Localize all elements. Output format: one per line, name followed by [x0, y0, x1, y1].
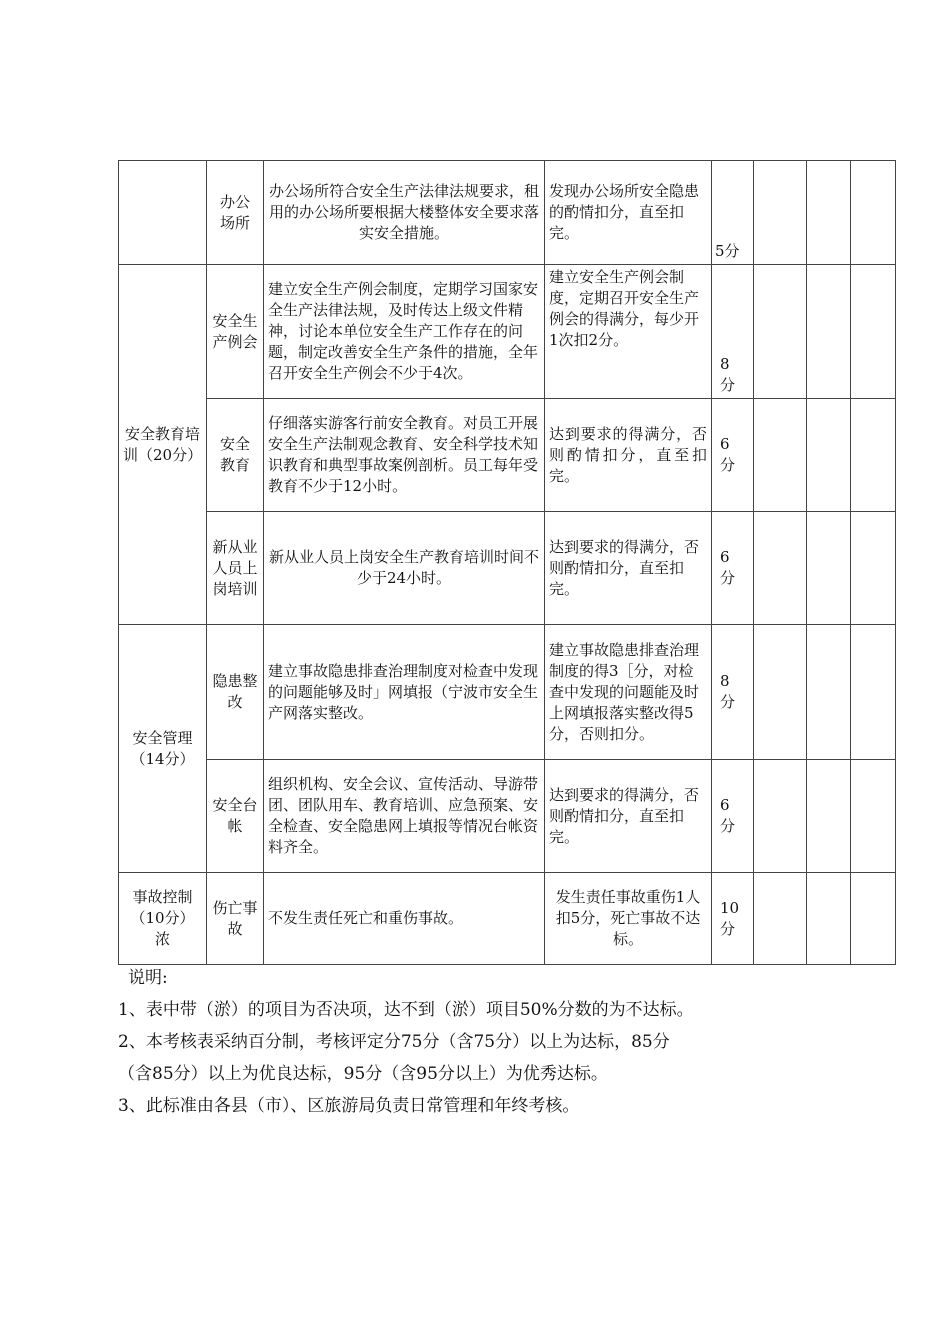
empty-cell — [851, 512, 896, 625]
table-row — [119, 512, 896, 625]
empty-cell — [851, 399, 896, 512]
empty-cell — [851, 760, 896, 873]
notes-title: 说明: — [128, 968, 168, 988]
empty-cell — [754, 760, 807, 873]
empty-cell — [754, 512, 807, 625]
requirement-cell: 不发生责任死亡和重伤事故。 — [264, 873, 545, 965]
item-cell: 安全 教育 — [207, 399, 264, 512]
table-row — [119, 873, 896, 965]
note-item: 3、此标准由各县（市）、区旅游局负责日常管理和年终考核。 — [118, 1096, 580, 1116]
empty-cell — [807, 873, 851, 965]
table-row — [119, 265, 896, 399]
assessment-table — [118, 160, 896, 965]
score-cell: 6 分 — [712, 760, 754, 873]
score-cell: 10 分 — [712, 873, 754, 965]
method-cell: 建立安全生产例会制度，定期召开安全生产例会的得满分，每少开1次扣2分。 — [545, 265, 712, 399]
empty-cell — [807, 760, 851, 873]
requirement-cell: 组织机构、安全会议、宣传活动、导游带团、团队用车、教育培训、应急预案、安全检查、安全隐患网上填报等情况台帐资料齐全。 — [264, 760, 545, 873]
empty-cell — [754, 265, 807, 399]
method-cell: 达到要求的得满分，否则酌情扣分，直至扣完。 — [545, 512, 712, 625]
method-cell: 达到要求的得满分，否则酌情扣分，直至扣完。 — [545, 399, 712, 512]
category-cell: 安全管理（14分） — [119, 625, 207, 873]
score-cell: 8 分 — [712, 625, 754, 760]
item-cell: 安全台帐 — [207, 760, 264, 873]
table-row — [119, 399, 896, 512]
note-item: 2、本考核表采纳百分制，考核评定分75分（含75分）以上为达标，85分 — [118, 1032, 670, 1052]
note-item: （含85分）以上为优良达标，95分（含95分以上）为优秀达标。 — [118, 1064, 608, 1084]
score-cell: 6 分 — [712, 399, 754, 512]
empty-cell — [754, 399, 807, 512]
category-cell — [119, 161, 207, 265]
score-cell: 5分 — [712, 161, 754, 265]
table-row — [119, 161, 896, 265]
method-cell: 发现办公场所安全隐患的酌情扣分，直至扣完。 — [545, 161, 712, 265]
empty-cell — [851, 265, 896, 399]
requirement-cell: 仔细落实游客行前安全教育。对员工开展安全生产法制观念教育、安全科学技术知识教育和典型事故案例剖析。员工每年受教育不少于12小时。 — [264, 399, 545, 512]
requirement-cell: 建立安全生产例会制度，定期学习国家安全生产法律法规，及时传达上级文件精神，讨论本单位安全生产工作存在的问题，制定改善安全生产条件的措施，全年召开安全生产例会不少于4次。 — [264, 265, 545, 399]
item-cell: 安全生产例会 — [207, 265, 264, 399]
requirement-cell: 建立事故隐患排查治理制度对检查中发现的问题能够及时」网填报（宁波市安全生产网落实整改。 — [264, 625, 545, 760]
empty-cell — [754, 625, 807, 760]
empty-cell — [807, 512, 851, 625]
note-item: 1、表中带（淤）的项目为否决项，达不到（淤）项目50%分数的为不达标。 — [118, 1000, 694, 1020]
method-cell: 发生责任事故重伤1人扣5分，死亡事故不达标。 — [545, 873, 712, 965]
requirement-cell: 新从业人员上岗安全生产教育培训时间不少于24小时。 — [264, 512, 545, 625]
empty-cell — [851, 625, 896, 760]
empty-cell — [807, 265, 851, 399]
score-cell: 6 分 — [712, 512, 754, 625]
empty-cell — [807, 625, 851, 760]
empty-cell — [754, 161, 807, 265]
empty-cell — [807, 399, 851, 512]
item-cell: 隐患整改 — [207, 625, 264, 760]
notes-section — [118, 962, 858, 1122]
category-cell: 事故控制（10分）浓 — [119, 873, 207, 965]
table-row — [119, 760, 896, 873]
method-cell: 建立事故隐患排查治理制度的得3［分，对检查中发现的问题能及时上网填报落实整改得5分，否则扣分。 — [545, 625, 712, 760]
item-cell: 伤亡事故 — [207, 873, 264, 965]
item-cell: 办公 场所 — [207, 161, 264, 265]
score-cell: 8 分 — [712, 265, 754, 399]
requirement-cell: 办公场所符合安全生产法律法规要求，租用的办公场所要根据大楼整体安全要求落实安全措施。 — [264, 161, 545, 265]
empty-cell — [807, 161, 851, 265]
table-row — [119, 625, 896, 760]
empty-cell — [851, 161, 896, 265]
category-cell: 安全教育培训（20分） — [119, 265, 207, 625]
empty-cell — [851, 873, 896, 965]
method-cell: 达到要求的得满分，否则酌情扣分，直至扣完。 — [545, 760, 712, 873]
empty-cell — [754, 873, 807, 965]
item-cell: 新从业人员上岗培训 — [207, 512, 264, 625]
